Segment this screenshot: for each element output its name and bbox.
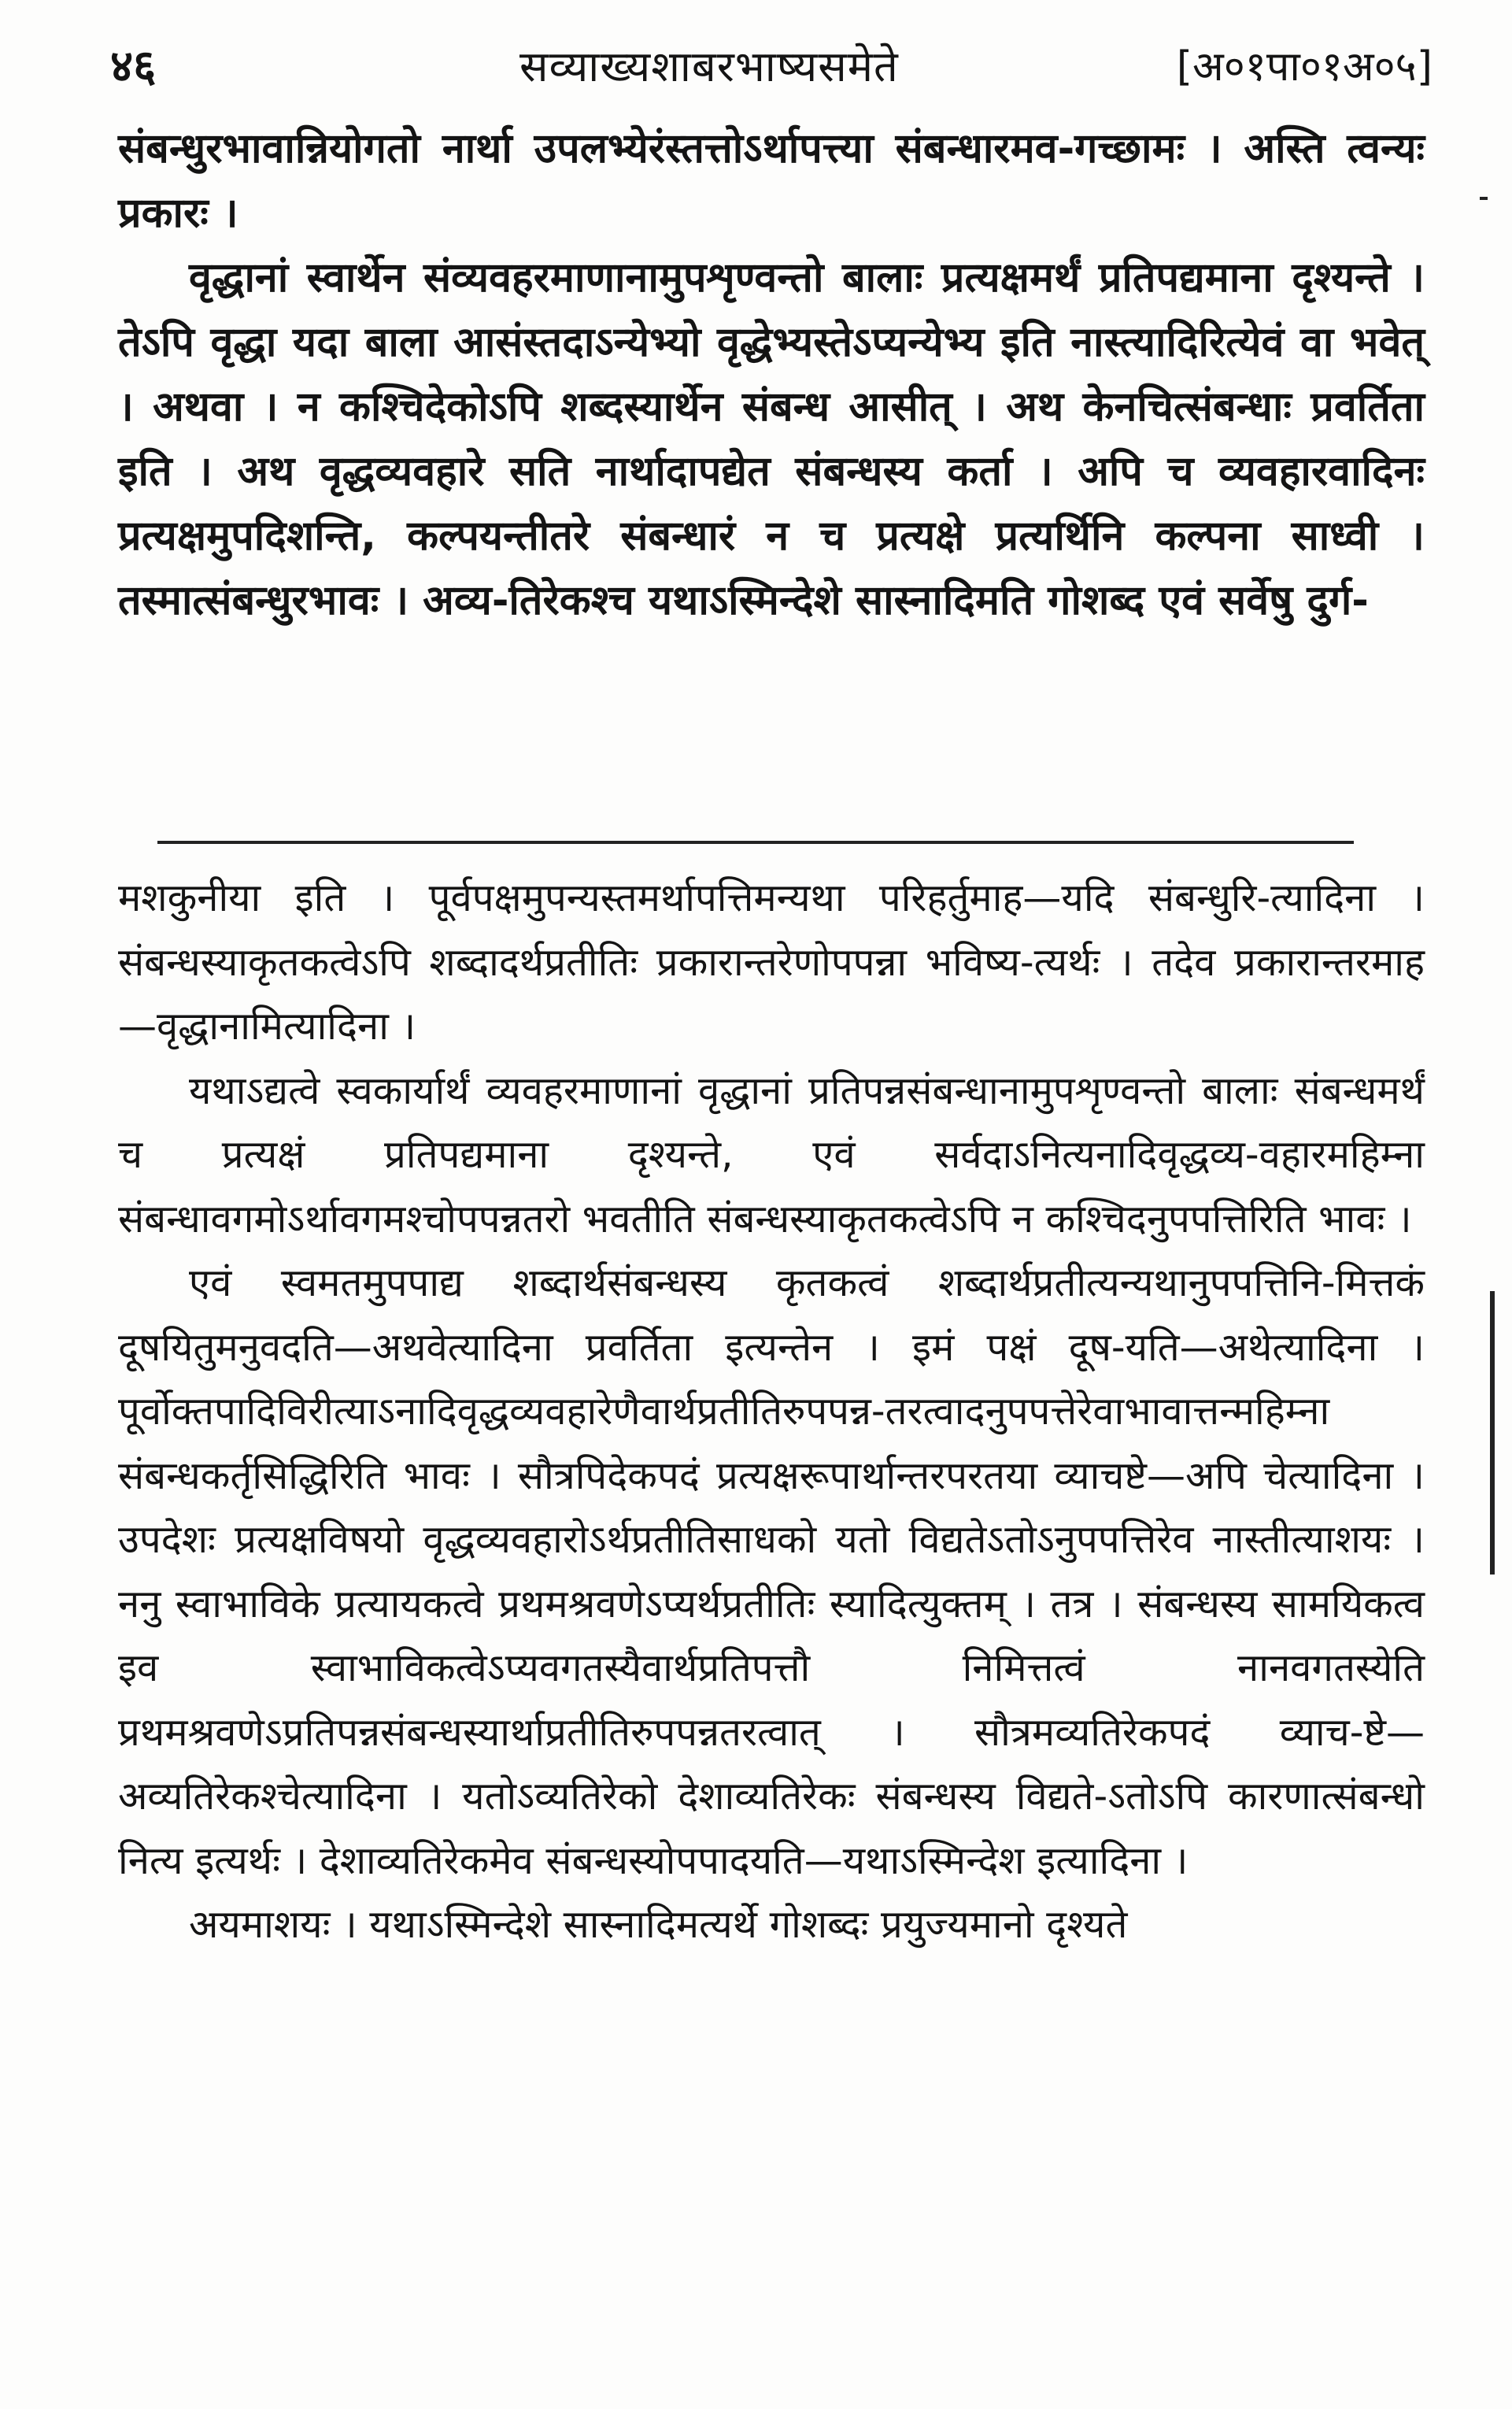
bhashya-text	[118, 117, 1425, 633]
footnote-divider	[157, 841, 1354, 844]
commentary-paragraph-4: अयमाशयः । यथाऽस्मिन्देशे सास्नादिमत्यर्थे गोशब्दः प्रयुज्यमानो दृश्यते	[189, 1902, 1128, 1947]
running-title: सव्याख्यशाबरभाष्यसमेते	[519, 42, 899, 91]
commentary-paragraph-3: एवं स्वमतमुपपाद्य शब्दार्थसंबन्धस्य कृतकत्वं शब्दार्थप्रतीत्यन्यथानुपपत्तिनि-मित्तकं दूषयितुमनुवदति—अथवेत्यादिना प्रवर्तिता इत्यन्तेन । इमं पक्षं दूष-यति—अथेत्यादिना । पूर्वोक्तपादिविरीत्याऽनादिवृद्धव्यवहारेणैवार्थप्रतीतिरुपपन्न-तरत्वादनुपपत्तेरेवाभावात्तन्महिम्ना संबन्धकर्तृसिद्धिरिति भावः । सौत्रपिदेकपदं प्रत्यक्षरूपार्थान्तरपरतया व्याचष्टे—अपि चेत्यादिना । उपदेशः प्रत्यक्षविषयो वृद्धव्यवहारोऽर्थप्रतीतिसाधको यतो विद्यतेऽतोऽनुपपत्तिरेव नास्तीत्याशयः । ननु स्वाभाविके प्रत्यायकत्वे प्रथमश्रवणेऽप्यर्थप्रतीतिः स्यादित्युक्तम् । तत्र । संबन्धस्य सामयिकत्व इव स्वाभाविकत्वेऽप्यवगतस्यैवार्थप्रतिपत्तौ निमित्तत्वं नानवगतस्येति प्रथमश्रवणेऽप्रतिपन्नसंबन्धस्यार्थाप्रतीतिरुपपन्नतरत्वात् । सौत्रमव्यतिरेकपदं व्याच-ष्टे—अव्यतिरेकश्चेत्यादिना । यतोऽव्यतिरेको देशाव्यतिरेकः संबन्धस्य विद्यते-ऽतोऽपि कारणात्संबन्धो नित्य इत्यर्थः । देशाव्यतिरेकमेव संबन्धस्योपपादयति—यथाऽस्मिन्देश इत्यादिना ।	[118, 1260, 1425, 1883]
bhashya-paragraph-1: संबन्धुरभावान्नियोगतो नार्था उपलभ्येरंस्तत्तोऽर्थापत्त्या संबन्धारमव-गच्छामः । अस्ति त्वन्यः प्रकारः ।	[118, 125, 1425, 237]
commentary-paragraph-1: मशकुनीया इति । पूर्वपक्षमुपन्यस्तमर्थापत्तिमन्यथा परिहर्तुमाह—यदि संबन्धुरि-त्यादिना । संबन्धस्याकृतकत्वेऽपि शब्दादर्थप्रतीतिः प्रकारान्तरेणोपपन्ना भविष्य-त्यर्थः । तदेव प्रकारान्तरमाह—वृद्धानामित्यादिना ।	[118, 875, 1425, 1049]
margin-scan-mark	[1490, 1291, 1495, 1575]
commentary-text	[118, 866, 1425, 1957]
margin-scan-mark	[1480, 197, 1488, 200]
commentary-paragraph-2: यथाऽद्यत्वे स्वकार्यार्थं व्यवहरमाणानां वृद्धानां प्रतिपन्नसंबन्धानामुपशृण्वन्तो बालाः संबन्धमर्थं च प्रत्यक्षं प्रतिपद्यमाना दृश्यन्ते, एवं सर्वदाऽनित्यनादिवृद्धव्य-वहारमहिम्ना संबन्धावगमोऽर्थावगमश्चोपपन्नतरो भवतीति संबन्धस्याकृतकत्वेऽपि न कश्चिदनुपपत्तिरिति भावः ।	[118, 1068, 1425, 1242]
page-number: ४६	[110, 41, 157, 92]
section-reference: [अ०१पा०१अ०५]	[1176, 43, 1433, 91]
bhashya-paragraph-2: वृद्धानां स्वार्थेन संव्यवहरमाणानामुपशृण्वन्तो बालाः प्रत्यक्षमर्थं प्रतिपद्यमाना दृश्यन्ते । तेऽपि वृद्धा यदा बाला आसंस्तदाऽन्येभ्यो वृद्धेभ्यस्तेऽप्यन्येभ्य इति नास्त्यादिरित्येवं वा भवेत् । अथवा । न कश्चिदेकोऽपि शब्दस्यार्थेन संबन्ध आसीत् । अथ केनचित्संबन्धाः प्रवर्तिता इति । अथ वृद्धव्यवहारे सति नार्थादापद्येत संबन्धस्य कर्ता । अपि च व्यवहारवादिनः प्रत्यक्षमुपदिशन्ति, कल्पयन्तीतरे संबन्धारं न च प्रत्यक्षे प्रत्यर्थिनि कल्पना साध्वी । तस्मात्संबन्धुरभावः । अव्य-तिरेकश्च यथाऽस्मिन्देशे सास्नादिमति गोशब्द एवं सर्वेषु दुर्ग-	[118, 254, 1425, 624]
running-header	[110, 31, 1433, 102]
